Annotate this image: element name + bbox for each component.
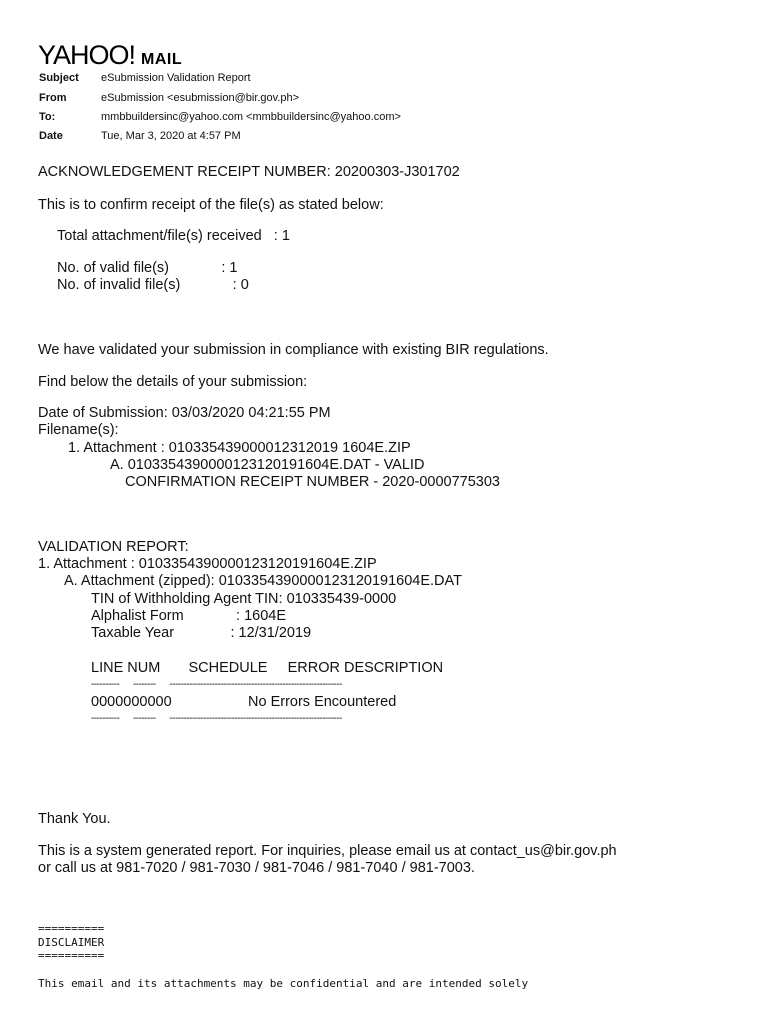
disclaimer-heading: DISCLAIMER: [38, 936, 105, 949]
validated-text: We have validated your submission in compliance with existing BIR regulations.: [38, 342, 549, 358]
validation-attachment-zipped: A. Attachment (zipped): 0103354390000123120191604E.DAT: [64, 573, 462, 589]
to-value: mmbbuildersinc@yahoo.com <mmbbuildersinc@yahoo.com>: [101, 111, 401, 123]
mail-wordmark: MAIL: [141, 51, 183, 68]
system-note-2: or call us at 981-7020 / 981-7030 / 981-7046 / 981-7040 / 981-7003.: [38, 860, 475, 876]
subject-label: Subject: [39, 72, 79, 84]
thank-you: Thank You.: [38, 811, 111, 827]
valid-files: No. of valid file(s) : 1: [57, 260, 238, 276]
confirm-text: This is to confirm receipt of the file(s) as stated below:: [38, 197, 384, 213]
validation-attachment-1: 1. Attachment : 0103354390000123120191604E.ZIP: [38, 556, 377, 572]
report-table-header: LINE NUM SCHEDULE ERROR DESCRIPTION: [91, 660, 444, 676]
total-files: Total attachment/file(s) received : 1: [57, 228, 290, 244]
disclaimer-rule-top: ==========: [38, 922, 105, 935]
find-text: Find below the details of your submission:: [38, 374, 308, 390]
alphalist-line: Alphalist Form : 1604E: [91, 608, 287, 624]
system-note-1: This is a system generated report. For inquiries, please email us at contact_us@bir.gov.ph: [38, 843, 617, 859]
validation-report-title: VALIDATION REPORT:: [38, 539, 189, 555]
filenames-label: Filename(s):: [38, 422, 119, 438]
confirmation-receipt: CONFIRMATION RECEIPT NUMBER - 2020-0000775303: [125, 474, 500, 490]
report-divider-bottom: ---------- -------- -------------------------------------------------------------: [91, 713, 342, 724]
yahoo-mail-logo: [38, 40, 182, 70]
date-value: Tue, Mar 3, 2020 at 4:57 PM: [101, 130, 241, 142]
subject-value: eSubmission Validation Report: [101, 72, 251, 84]
date-label: Date: [39, 130, 63, 142]
attachment-1: 1. Attachment : 010335439000012312019 1604E.ZIP: [68, 440, 411, 456]
from-label: From: [39, 92, 67, 104]
yahoo-wordmark: YAHOO!: [38, 40, 136, 70]
report-error-description: No Errors Encountered: [248, 694, 397, 710]
date-submission: Date of Submission: 03/03/2020 04:21:55 PM: [38, 405, 331, 421]
tin-line: TIN of Withholding Agent TIN: 010335439-0000: [91, 591, 397, 607]
ack-receipt: ACKNOWLEDGEMENT RECEIPT NUMBER: 20200303-J301702: [38, 164, 460, 180]
from-value: eSubmission <esubmission@bir.gov.ph>: [101, 92, 300, 104]
report-line-num: 0000000000: [91, 694, 172, 710]
taxable-year-line: Taxable Year : 12/31/2019: [91, 625, 312, 641]
report-divider-top: ---------- -------- -------------------------------------------------------------: [91, 679, 342, 690]
to-label: To:: [39, 111, 56, 123]
invalid-files: No. of invalid file(s) : 0: [57, 277, 249, 293]
disclaimer-rule-bottom: ==========: [38, 949, 105, 962]
attachment-1a: A. 0103354390000123120191604E.DAT - VALID: [110, 457, 425, 473]
disclaimer-text: This email and its attachments may be confidential and are intended solely: [38, 977, 529, 990]
